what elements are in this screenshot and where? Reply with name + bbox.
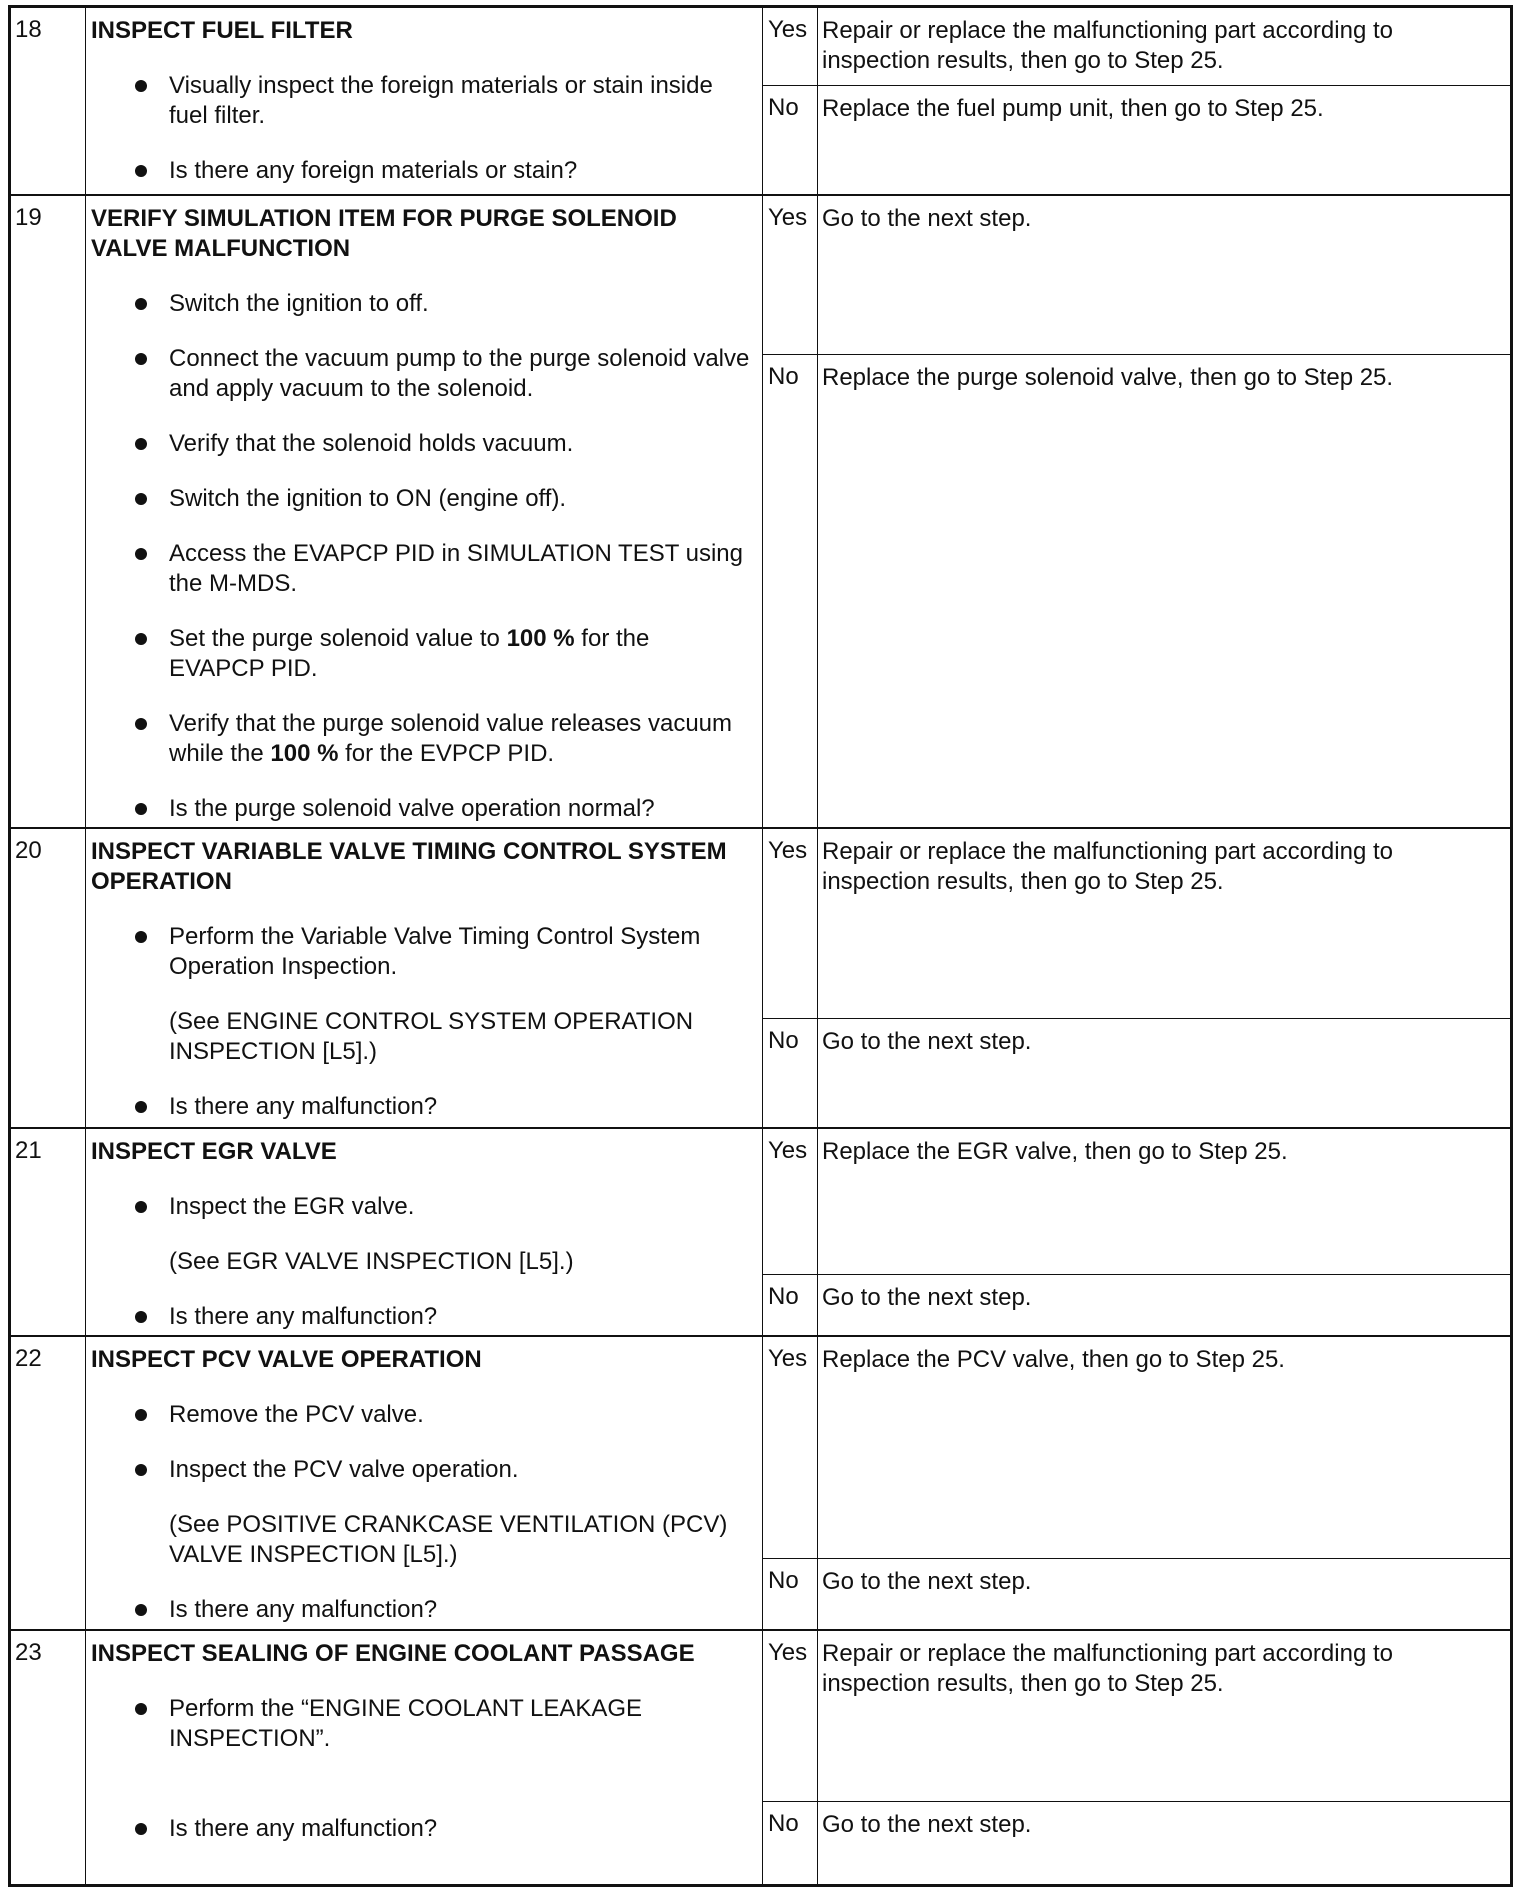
bullet-icon <box>135 1464 147 1476</box>
bullet-icon <box>135 80 147 92</box>
yes-cell <box>762 1129 1510 1274</box>
instruction-item <box>91 484 751 514</box>
bullet-icon <box>135 165 147 177</box>
instruction-item <box>91 794 751 824</box>
no-label: No <box>768 1810 799 1837</box>
reference-note <box>91 1007 751 1067</box>
step-number: 18 <box>15 16 42 43</box>
instruction-item <box>91 624 751 684</box>
yes-cell <box>762 829 1510 1018</box>
step-number: 22 <box>15 1345 42 1372</box>
step-title: VERIFY SIMULATION ITEM FOR PURGE SOLENOID VALVE MALFUNCTION <box>91 205 677 262</box>
instruction-item <box>91 344 751 404</box>
instruction-item <box>91 289 751 319</box>
step-number: 21 <box>15 1137 42 1164</box>
instruction-item <box>91 1814 751 1844</box>
no-cell <box>762 85 1510 194</box>
yes-cell <box>762 196 1510 354</box>
item-text: (See POSITIVE CRANKCASE VENTILATION (PCV) VALVE INSPECTION [L5].) <box>169 1511 728 1568</box>
step-number: 20 <box>15 837 42 864</box>
item-text: Visually inspect the foreign materials or stain inside fuel filter. <box>169 72 713 129</box>
item-text: Inspect the EGR valve. <box>169 1193 415 1220</box>
bullet-icon <box>135 931 147 943</box>
no-label: No <box>768 1027 799 1054</box>
yes-cell <box>762 1337 1510 1558</box>
yes-action: Repair or replace the malfunctioning part according to inspection results, then go to Step 25. <box>822 838 1393 895</box>
no-action: Replace the fuel pump unit, then go to Step 25. <box>822 95 1324 122</box>
bullet-icon <box>135 718 147 730</box>
instruction-item <box>91 539 751 599</box>
emphasis-value: 100 % <box>270 740 339 767</box>
yes-label: Yes <box>768 1345 808 1372</box>
instruction-item <box>91 1694 751 1754</box>
no-cell <box>762 1018 1510 1129</box>
bullet-icon <box>135 298 147 310</box>
bullet-icon <box>135 1201 147 1213</box>
item-text: Perform the “ENGINE COOLANT LEAKAGE INSPECTION”. <box>169 1695 643 1752</box>
yes-action: Repair or replace the malfunctioning part according to inspection results, then go to Step 25. <box>822 1640 1393 1697</box>
item-text: Access the EVAPCP PID in SIMULATION TEST using the M-MDS. <box>169 540 743 597</box>
step-row <box>11 8 1510 194</box>
item-text: Is there any malfunction? <box>169 1303 438 1330</box>
item-text: (See EGR VALVE INSPECTION [L5].) <box>169 1248 574 1275</box>
instruction-item <box>91 156 751 186</box>
troubleshooting-table <box>8 5 1513 1887</box>
item-text: Remove the PCV valve. <box>169 1401 424 1428</box>
step-row <box>11 194 1510 827</box>
step-description <box>91 1639 751 1869</box>
yes-label: Yes <box>768 1137 808 1164</box>
item-text: (See ENGINE CONTROL SYSTEM OPERATION INSPECTION [L5].) <box>169 1008 694 1065</box>
yes-cell <box>762 8 1510 85</box>
step-number: 23 <box>15 1639 42 1666</box>
step-row <box>11 1335 1510 1629</box>
bullet-icon <box>135 1703 147 1715</box>
no-cell <box>762 354 1510 829</box>
step-row <box>11 1629 1510 1890</box>
item-text: Set the purge solenoid value to 100 % for the EVAPCP PID. <box>169 625 650 682</box>
item-text: Inspect the PCV valve operation. <box>169 1456 519 1483</box>
no-action: Replace the purge solenoid valve, then go to Step 25. <box>822 364 1394 391</box>
bullet-icon <box>135 438 147 450</box>
instruction-item <box>91 1400 751 1430</box>
item-text: Is there any malfunction? <box>169 1815 438 1842</box>
no-label: No <box>768 94 799 121</box>
item-text: Verify that the solenoid holds vacuum. <box>169 430 574 457</box>
instruction-item <box>91 1302 751 1332</box>
bullet-icon <box>135 1101 147 1113</box>
instruction-item <box>91 1455 751 1485</box>
instruction-item <box>91 429 751 459</box>
no-label: No <box>768 1567 799 1594</box>
instruction-item <box>91 1092 751 1122</box>
item-text: Is the purge solenoid valve operation normal? <box>169 795 655 822</box>
yes-action: Go to the next step. <box>822 205 1032 232</box>
bullet-icon <box>135 1823 147 1835</box>
no-action: Go to the next step. <box>822 1811 1032 1838</box>
instruction-item <box>91 1595 751 1625</box>
no-cell <box>762 1801 1510 1892</box>
instruction-item <box>91 922 751 982</box>
no-action: Go to the next step. <box>822 1568 1032 1595</box>
step-description <box>91 1137 751 1357</box>
bullet-icon <box>135 493 147 505</box>
step-title: INSPECT SEALING OF ENGINE COOLANT PASSAGE <box>91 1640 695 1667</box>
step-row <box>11 827 1510 1127</box>
bullet-icon <box>135 1311 147 1323</box>
item-text: Is there any foreign materials or stain? <box>169 157 578 184</box>
item-text: Perform the Variable Valve Timing Control System Operation Inspection. <box>169 923 701 980</box>
instruction-item <box>91 71 751 131</box>
step-row <box>11 1127 1510 1335</box>
yes-action: Replace the EGR valve, then go to Step 25. <box>822 1138 1288 1165</box>
no-label: No <box>768 1283 799 1310</box>
no-label: No <box>768 363 799 390</box>
instruction-item <box>91 1192 751 1222</box>
step-title: INSPECT VARIABLE VALVE TIMING CONTROL SYSTEM OPERATION <box>91 838 727 895</box>
item-text: Is there any malfunction? <box>169 1596 438 1623</box>
step-title: INSPECT PCV VALVE OPERATION <box>91 1346 482 1373</box>
bullet-icon <box>135 353 147 365</box>
yes-label: Yes <box>768 204 808 231</box>
yes-cell <box>762 1631 1510 1801</box>
no-action: Go to the next step. <box>822 1028 1032 1055</box>
step-description <box>91 837 751 1147</box>
no-cell <box>762 1558 1510 1631</box>
bullet-icon <box>135 1604 147 1616</box>
bullet-icon <box>135 633 147 645</box>
item-text: Verify that the purge solenoid value releases vacuum while the 100 % for the EVPCP PID. <box>169 710 733 767</box>
reference-note <box>91 1510 751 1570</box>
no-action: Go to the next step. <box>822 1284 1032 1311</box>
bullet-icon <box>135 803 147 815</box>
step-title: INSPECT FUEL FILTER <box>91 17 353 44</box>
no-cell <box>762 1274 1510 1337</box>
item-text: Connect the vacuum pump to the purge solenoid valve and apply vacuum to the solenoid. <box>169 345 750 402</box>
instruction-item <box>91 709 751 769</box>
bullet-icon <box>135 1409 147 1421</box>
yes-label: Yes <box>768 1639 808 1666</box>
step-number: 19 <box>15 204 42 231</box>
item-text: Switch the ignition to off. <box>169 290 429 317</box>
step-title: INSPECT EGR VALVE <box>91 1138 337 1165</box>
emphasis-value: 100 % <box>506 625 575 652</box>
yes-label: Yes <box>768 16 808 43</box>
item-text: Is there any malfunction? <box>169 1093 438 1120</box>
yes-action: Repair or replace the malfunctioning part according to inspection results, then go to Step 25. <box>822 17 1393 74</box>
item-text: Switch the ignition to ON (engine off). <box>169 485 567 512</box>
yes-action: Replace the PCV valve, then go to Step 25. <box>822 1346 1285 1373</box>
yes-label: Yes <box>768 837 808 864</box>
step-description <box>91 204 751 849</box>
step-description <box>91 1345 751 1650</box>
reference-note <box>91 1247 751 1277</box>
step-description <box>91 16 751 211</box>
bullet-icon <box>135 548 147 560</box>
